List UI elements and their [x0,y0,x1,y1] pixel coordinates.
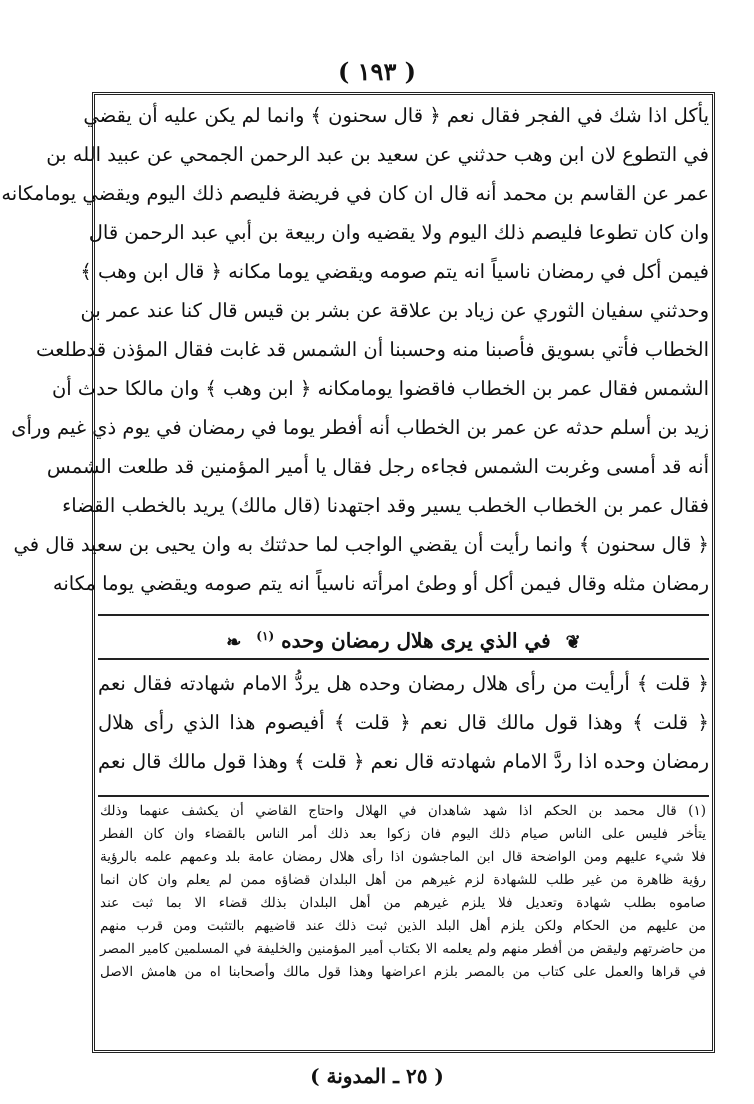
text-line: ﴿ قلت ﴾ أرأيت من رأى هلال رمضان وحده هل يردُّ الامام شهادته فقال نعم [98,672,709,695]
footnote-marker: (١) [256,629,275,643]
text-line: ﴿ قال سحنون ﴾ وانما رأيت أن يقضي الواجب لما حدثتك به وان يحيى بن سعيد قال في [13,533,709,556]
footnote-line: فلا شيء عليهم ومن الواضحة قال ابن الماجشون اذا رأى هلال رمضان عامة بلد وعمهم علمه بالرؤية [100,849,706,865]
footnote [100,800,706,984]
section-text [98,664,709,781]
text-line: وان كان تطوعا فليصم ذلك اليوم ولا يقضيه وان ربيعة بن أبي عبد الرحمن قال [88,221,709,244]
text-line: فيمن أكل في رمضان ناسياً انه يتم صومه ويقضي يوما مكانه ﴿ قال ابن وهب ﴾ [80,260,709,283]
text-line: عمر عن القاسم بن محمد أنه قال ان كان في فريضة فليصم ذلك اليوم ويقضي يومامكانه [1,182,709,205]
section-heading [98,616,709,656]
footnote-line: رؤية ظاهرة من غير طلب للشهادة لزم غيرهم من أهل البلدان قضاؤه ممن لم يعلم وان كان انما [100,872,706,888]
text-line: ﴿ قلت ﴾ وهذا قول مالك قال نعم ﴿ قلت ﴾ أفيصوم هذا الذي رأى هلال [98,711,709,734]
text-line: الخطاب فأتي بسويق فأصبنا منه وحسبنا أن الشمس قد غابت فقال المؤذن قدطلعت [35,338,709,361]
footnote-line: صاموه بطلب شهادة وتعديل فلا يلزم غيرهم من أهل البلدان بذلك قضاء الا بما ثبت عند [100,895,706,911]
text-line: رمضان وحده اذا ردَّ الامام شهادته قال نعم ﴿ قلت ﴾ وهذا قول مالك قال نعم [98,750,709,773]
text-line: وحدثني سفيان الثوري عن زياد بن علاقة عن بشر بن قيس قال كنا عند عمر بن [80,299,709,322]
section-heading-text: في الذي يرى هلال رمضان وحده [281,628,551,653]
ornament-right-icon: ❦ [565,631,581,653]
text-line: الشمس فقال عمر بن الخطاب فاقضوا يومامكانه ﴿ ابن وهب ﴾ وان مالكا حدث أن [51,377,709,400]
page-number: ( ١٩٣ ) [337,57,417,86]
ornament-left-icon: ❧ [226,631,242,653]
main-text [1,96,709,603]
text-line: فقال عمر بن الخطاب الخطب يسير وقد اجتهدنا (قال مالك) يريد بالخطب القضاء [62,494,709,517]
text-line: يأكل اذا شك في الفجر فقال نعم ﴿ قال سحنون ﴾ وانما لم يكن عليه أن يقضي [83,104,709,127]
page-footer: ( ٢٥ ـ المدونة ) [310,1064,444,1088]
footnote-rule [98,795,709,797]
text-line: أنه قد أمسى وغربت الشمس فجاءه رجل فقال يا أمير المؤمنين قد طلعت الشمس [46,455,709,478]
text-line: رمضان مثله وقال فيمن أكل أو وطئ امرأته ناسياً انه يتم صومه ويقضي يوما مكانه [52,572,709,595]
footnote-line: في قراها والعمل على كتاب من بالمصر بلزم اعراضها وهذا قول مالك وأصحابنا اه من هامش الاصل [100,964,706,980]
footnote-line: (١) قال محمد بن الحكم اذا شهد شاهدان في الهلال واحتاج القاضي أن يكشف عنهما وذلك [100,803,706,819]
footnote-line: من حاضرتهم وليقض من أفطر منهم ولم يعلمه الا بكتاب أمير المؤمنين والخليفة في المسلمين كامير المصر [100,941,706,957]
footnote-line: من عليهم من الحكام ولكن يلزم أهل البلد الذين ثبت ذلك عند قاضيهم بالتثبت ومن قرب منهم [100,918,706,934]
text-line: زيد بن أسلم حدثه عن عمر بن الخطاب أنه أفطر يوما في رمضان في يوم ذي غيم ورأى [11,416,709,439]
heading-rule-bottom [98,658,709,660]
footnote-line: يتأخر فليس على الناس صيام ذلك اليوم فان زكوا بعد ذلك أمر الناس بالقضاء وان كان الفطر [100,826,706,842]
text-line: في التطوع لان ابن وهب حدثني عن سعيد بن عبد الرحمن الجمحي عن عبيد الله بن [46,143,709,166]
